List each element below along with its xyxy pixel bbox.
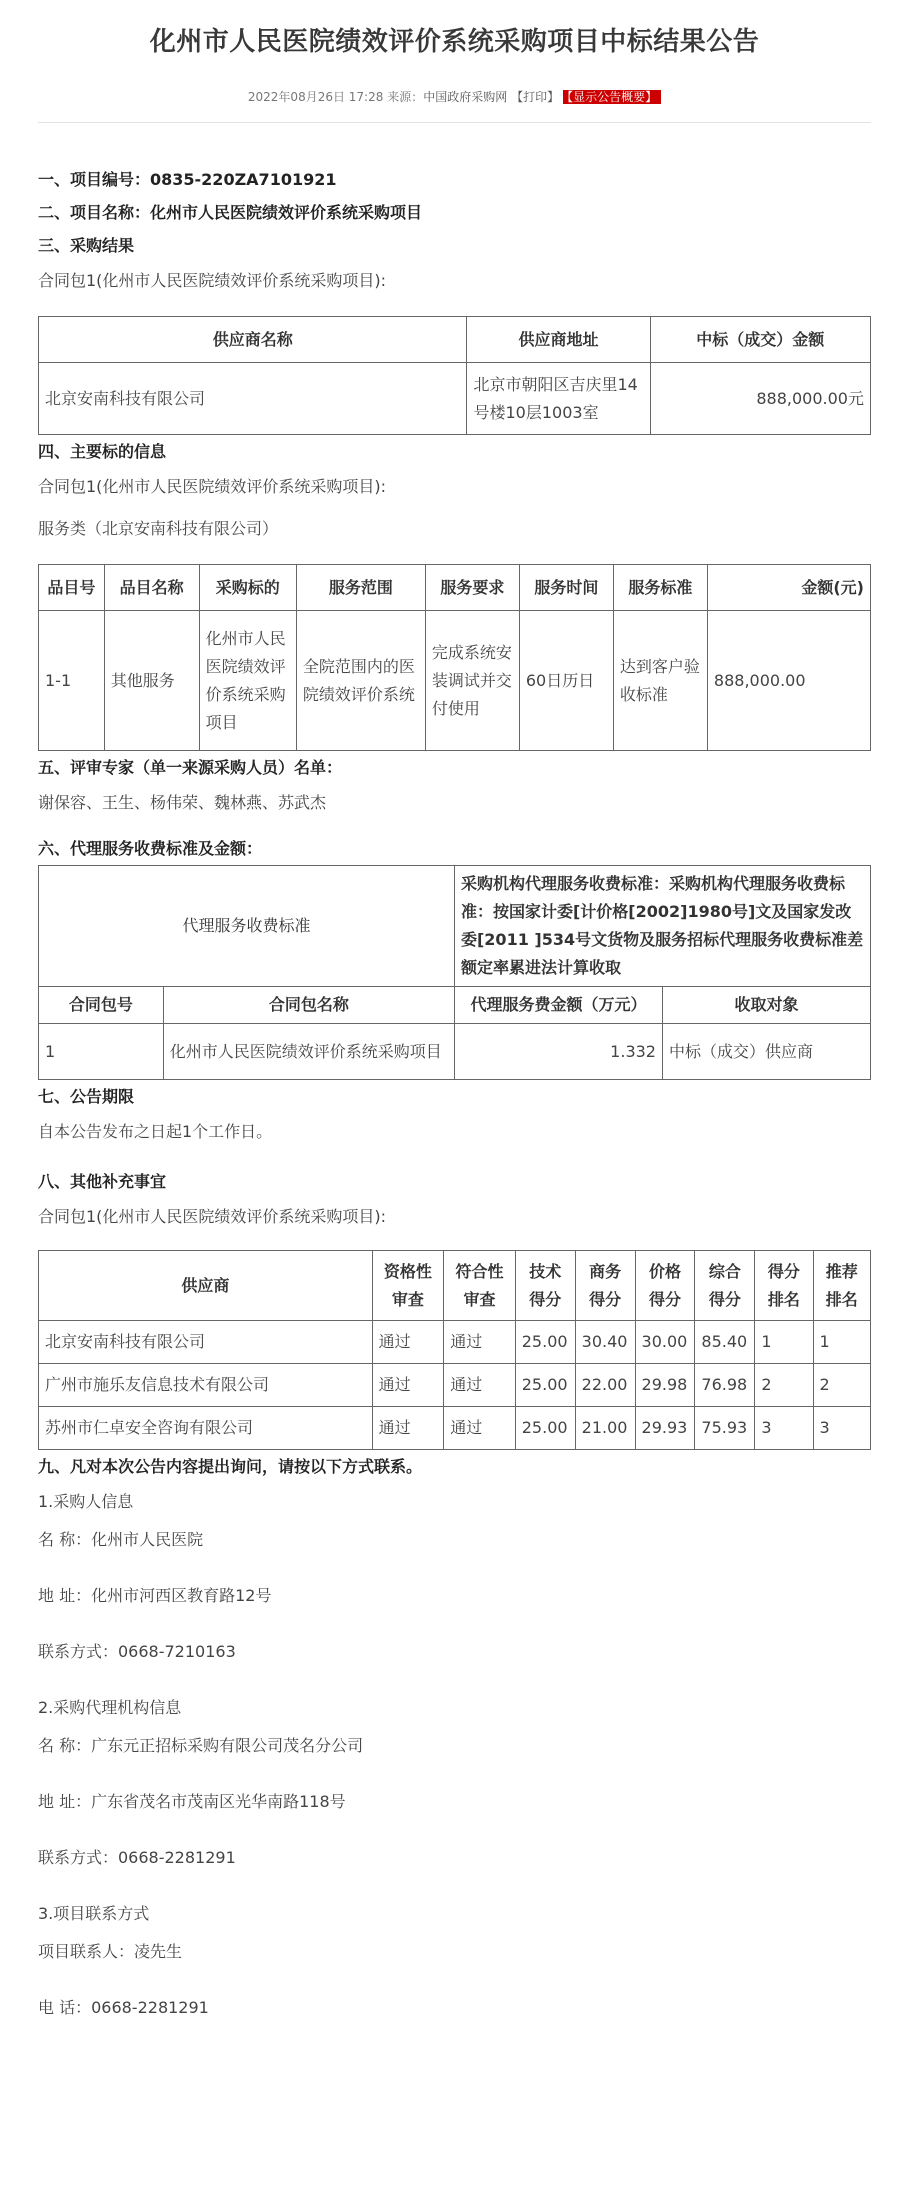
project-name: 二、项目名称：化州市人民医院绩效评价系统采购项目 (38, 203, 423, 222)
table-header: 服务范围 (296, 565, 425, 611)
publish-datetime: 2022年08月26日 17:28 (247, 90, 384, 104)
package-label: 合同包1(化州市人民医院绩效评价系统采购项目): (38, 1207, 387, 1226)
table-header: 代理服务费金额（万元） (454, 987, 662, 1024)
table-cell: 2 (813, 1364, 870, 1407)
table-header: 推荐排名 (813, 1251, 870, 1321)
package-label: 合同包1(化州市人民医院绩效评价系统采购项目): (38, 477, 387, 496)
table-cell: 完成系统安装调试并交付使用 (425, 611, 519, 751)
purchaser-name: 名 称：化州市人民医院 (38, 1530, 204, 1549)
package-label: 合同包1(化州市人民医院绩效评价系统采购项目): (38, 271, 387, 290)
table-cell: 22.00 (575, 1364, 635, 1407)
print-link[interactable]: 【打印】 (511, 90, 560, 104)
table-cell: 通过 (444, 1321, 516, 1364)
section-heading: 六、代理服务收费标准及金额： (38, 839, 263, 858)
table-cell: 北京安南科技有限公司 (39, 363, 467, 435)
fee-standard-label: 代理服务收费标准 (39, 866, 455, 987)
table-header: 价格得分 (635, 1251, 695, 1321)
project-contact-person: 项目联系人：凌先生 (38, 1942, 183, 1961)
table-cell: 北京市朝阳区吉庆里14号楼10层1003室 (467, 363, 650, 435)
table-cell: 85.40 (695, 1321, 755, 1364)
subject-table (38, 564, 871, 751)
table-header: 商务得分 (575, 1251, 635, 1321)
service-type: 服务类（北京安南科技有限公司） (38, 519, 279, 538)
table-cell: 达到客户验收标准 (613, 611, 707, 751)
table-cell: 化州市人民医院绩效评价系统采购项目 (163, 1024, 454, 1080)
contact-group-heading: 1.采购人信息 (38, 1492, 134, 1511)
table-cell: 29.98 (635, 1364, 695, 1407)
meta-line (38, 88, 871, 106)
table-header: 合同包名称 (163, 987, 454, 1024)
table-cell: 通过 (444, 1364, 516, 1407)
fee-standard-text: 采购机构代理服务收费标准：采购机构代理服务收费标准：按国家计委[计价格[2002]1980号]文及国家发改委[2011 ]534号文货物及服务招标代理服务收费标准差额定率累进法计算收取 (454, 866, 870, 987)
table-header: 合同包号 (39, 987, 164, 1024)
table-header: 品目号 (39, 565, 105, 611)
table-cell: 北京安南科技有限公司 (39, 1321, 373, 1364)
table-header: 服务时间 (519, 565, 613, 611)
table-cell: 21.00 (575, 1407, 635, 1450)
expert-names: 谢保容、王生、杨伟荣、魏林燕、苏武杰 (38, 793, 327, 812)
table-header: 综合得分 (695, 1251, 755, 1321)
section-heading: 九、凡对本次公告内容提出询问，请按以下方式联系。 (38, 1457, 423, 1476)
table-cell: 25.00 (515, 1364, 575, 1407)
score-table (38, 1250, 871, 1450)
table-cell: 广州市施乐友信息技术有限公司 (39, 1364, 373, 1407)
table-cell: 60日历日 (519, 611, 613, 751)
purchaser-address: 地 址：化州市河西区教育路12号 (38, 1586, 272, 1605)
table-cell: 25.00 (515, 1407, 575, 1450)
result-table (38, 316, 871, 435)
table-cell: 3 (755, 1407, 813, 1450)
notice-period-text: 自本公告发布之日起1个工作日。 (38, 1122, 273, 1141)
source-link[interactable]: 中国政府采购网 (423, 90, 508, 104)
agency-name: 名 称：广东元正招标采购有限公司茂名分公司 (38, 1736, 364, 1755)
table-cell: 30.00 (635, 1321, 695, 1364)
table-cell: 通过 (444, 1407, 516, 1450)
table-row (39, 1407, 871, 1450)
table-cell: 25.00 (515, 1321, 575, 1364)
show-summary-button[interactable]: 【显示公告概要】 (563, 90, 661, 104)
table-cell: 30.40 (575, 1321, 635, 1364)
source-label: 来源： (387, 90, 424, 104)
table-header: 得分排名 (755, 1251, 813, 1321)
table-header: 技术得分 (515, 1251, 575, 1321)
table-row (39, 1321, 871, 1364)
table-cell: 888,000.00 (707, 611, 870, 751)
table-cell: 全院范围内的医院绩效评价系统 (296, 611, 425, 751)
table-row (39, 1364, 871, 1407)
table-cell: 1 (755, 1321, 813, 1364)
agency-phone: 联系方式：0668-2281291 (38, 1848, 236, 1867)
table-header: 金额(元) (707, 565, 870, 611)
table-header: 服务要求 (425, 565, 519, 611)
table-header: 符合性审查 (444, 1251, 516, 1321)
table-cell: 化州市人民医院绩效评价系统采购项目 (199, 611, 296, 751)
table-cell: 苏州市仁卓安全咨询有限公司 (39, 1407, 373, 1450)
agency-fee-table (38, 865, 871, 1080)
section-heading: 五、评审专家（单一来源采购人员）名单： (38, 758, 343, 777)
contact-group-heading: 3.项目联系方式 (38, 1904, 150, 1923)
table-header: 采购标的 (199, 565, 296, 611)
table-cell: 888,000.00元 (650, 363, 870, 435)
table-cell: 75.93 (695, 1407, 755, 1450)
table-header: 中标（成交）金额 (650, 317, 870, 363)
table-header: 品目名称 (104, 565, 199, 611)
table-cell: 29.93 (635, 1407, 695, 1450)
table-header: 供应商地址 (467, 317, 650, 363)
page-title: 化州市人民医院绩效评价系统采购项目中标结果公告 (149, 27, 760, 57)
section-heading: 三、采购结果 (38, 236, 135, 255)
table-cell: 3 (813, 1407, 870, 1450)
section-heading: 七、公告期限 (38, 1087, 135, 1106)
table-cell: 通过 (372, 1407, 444, 1450)
table-cell: 76.98 (695, 1364, 755, 1407)
agency-address: 地 址：广东省茂名市茂南区光华南路118号 (38, 1792, 346, 1811)
section-heading: 八、其他补充事宜 (38, 1172, 167, 1191)
purchaser-phone: 联系方式：0668-7210163 (38, 1642, 236, 1661)
table-cell: 2 (755, 1364, 813, 1407)
contact-group-heading: 2.采购代理机构信息 (38, 1698, 182, 1717)
table-header: 资格性审查 (372, 1251, 444, 1321)
table-cell: 中标（成交）供应商 (662, 1024, 870, 1080)
project-number: 一、项目编号：0835-220ZA7101921 (38, 170, 337, 189)
table-cell: 1-1 (39, 611, 105, 751)
table-header: 服务标准 (613, 565, 707, 611)
table-header: 收取对象 (662, 987, 870, 1024)
table-header: 供应商 (39, 1251, 373, 1321)
table-cell: 1 (813, 1321, 870, 1364)
table-cell: 通过 (372, 1364, 444, 1407)
table-cell: 1 (39, 1024, 164, 1080)
table-cell: 通过 (372, 1321, 444, 1364)
project-contact-phone: 电 话：0668-2281291 (38, 1998, 209, 2017)
section-heading: 四、主要标的信息 (38, 442, 167, 461)
table-header: 供应商名称 (39, 317, 467, 363)
table-cell: 其他服务 (104, 611, 199, 751)
table-cell: 1.332 (454, 1024, 662, 1080)
